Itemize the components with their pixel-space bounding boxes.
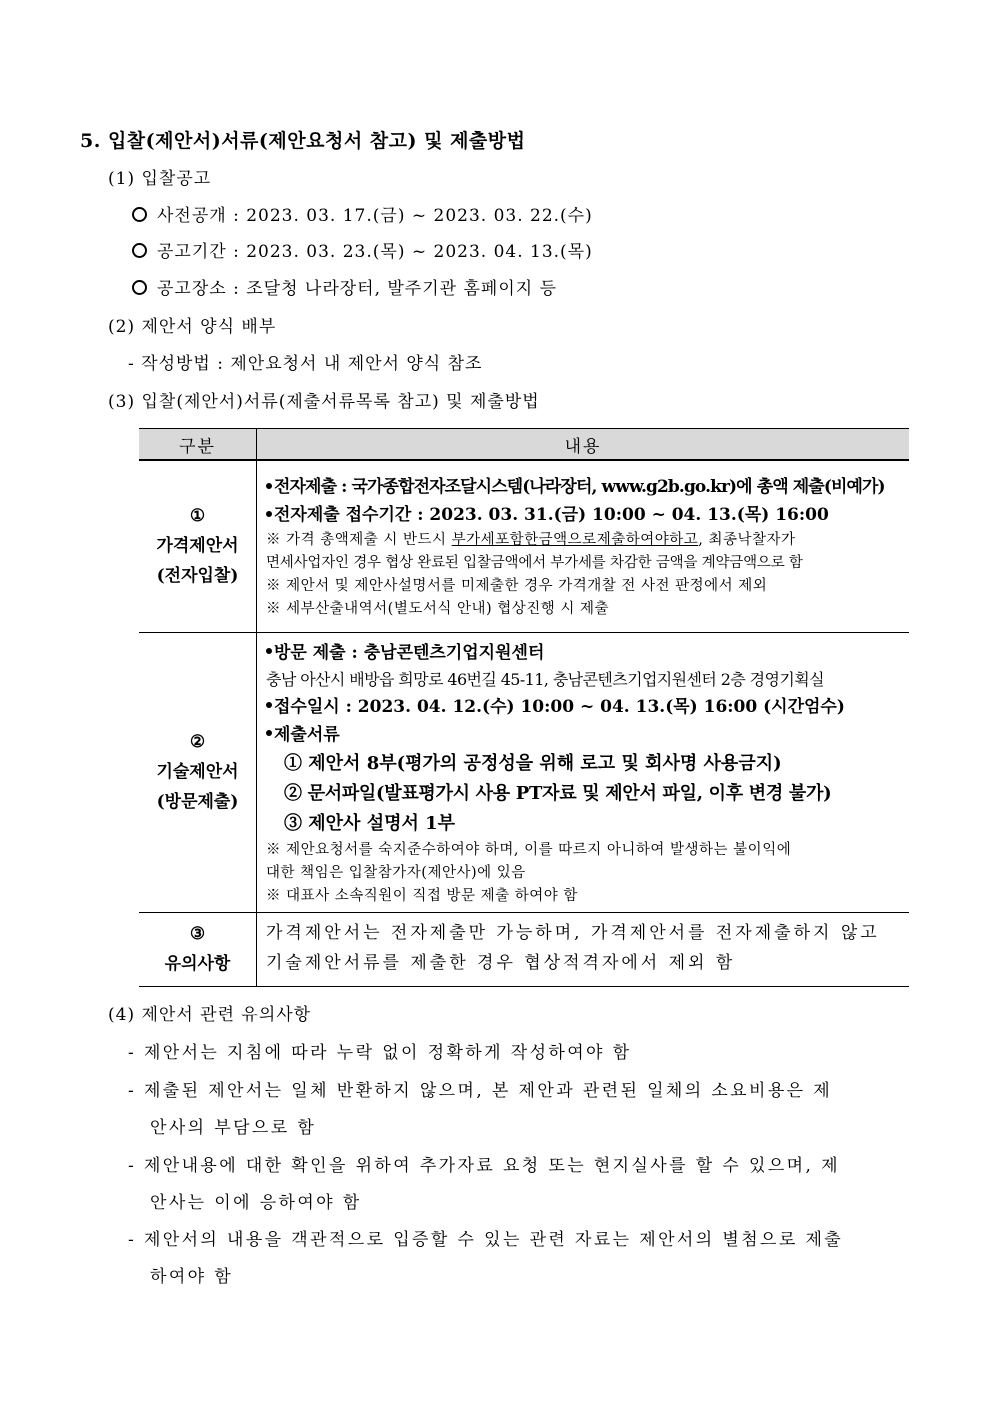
notice-item-period <box>132 237 593 262</box>
subsection-2-item: - 작성방법 : 제안요청서 내 제안서 양식 참조 <box>128 354 483 374</box>
row-type: (전자입찰) <box>156 566 239 587</box>
note-line: 대한 책임은 입찰참가자(제안사)에 있음 <box>266 864 526 881</box>
note-line: ※ 세부산출내역서(별도서식 안내) 협상진행 시 제출 <box>266 601 609 618</box>
subsection-4-label: (4) 제안서 관련 유의사항 <box>108 1005 312 1025</box>
bullet-line <box>266 501 901 529</box>
guideline-line: 안사의 부담으로 함 <box>150 1118 317 1138</box>
row-number: ② <box>189 732 206 752</box>
section-title: 5. 입찰(제안서)서류(제안요청서 참고) 및 제출방법 <box>80 130 526 152</box>
guideline-line: - 제출된 제안서는 일체 반환하지 않으며, 본 제안과 관련된 일체의 소요비용은 제 <box>128 1081 833 1101</box>
note-line <box>266 529 901 552</box>
row-name: 기술제안서 <box>156 762 239 782</box>
notice-item-text: 사전공개 : 2023. 03. 17.(금) ~ 2023. 03. 22.(수) <box>157 206 593 226</box>
notice-item-text: 공고기간 : 2023. 03. 23.(목) ~ 2023. 04. 13.(목) <box>157 242 593 262</box>
note-text: , 최종낙찰자가 <box>698 532 796 549</box>
table-row <box>139 912 909 986</box>
note-underlined-text: 부가세포함한금액으로제출하여야하고 <box>451 532 699 549</box>
dot-bullet-icon <box>266 511 272 517</box>
document-list-item: ① 제안서 8부(평가의 공정성을 위해 로고 및 회사명 사용금지) <box>284 752 782 774</box>
row-category-price <box>139 460 257 632</box>
submission-table <box>139 428 909 987</box>
guideline-line: - 제안서는 지침에 따라 누락 없이 정확하게 작성하여야 함 <box>128 1043 632 1063</box>
bullet-text: 제출서류 <box>274 724 340 745</box>
dot-bullet-icon <box>266 483 272 489</box>
document-list-item: ③ 제안사 설명서 1부 <box>284 812 456 834</box>
dot-bullet-icon <box>266 702 272 708</box>
note-line: ※ 제안서 및 제안사설명서를 미제출한 경우 가격개찰 전 사전 판정에서 제외 <box>266 578 768 595</box>
note-text: ※ 가격 총액제출 시 반드시 <box>266 532 452 549</box>
circle-bullet-icon <box>132 243 147 258</box>
guideline-line: 안사는 이에 응하여야 함 <box>150 1193 362 1213</box>
table-row <box>139 460 909 632</box>
bullet-text: 전자제출 접수기간 : 2023. 03. 31.(금) 10:00 ~ 04. 13.(목) 16:00 <box>274 505 829 526</box>
row-name: 가격제안서 <box>156 536 239 557</box>
guideline-line: - 제안내용에 대한 확인을 위하여 추가자료 요청 또는 현지실사를 할 수 있으며, 제 <box>128 1156 840 1176</box>
row-number: ③ <box>189 924 206 944</box>
note-line: ※ 제안요청서를 숙지준수하여야 하며, 이를 따르지 아니하여 발생하는 불이익에 <box>266 841 792 858</box>
notice-item-preview <box>132 201 593 226</box>
row-content-caution <box>257 912 910 986</box>
table-row <box>139 632 909 912</box>
subsection-1-label: (1) 입찰공고 <box>108 169 212 189</box>
subsection-2-label: (2) 제안서 양식 배부 <box>108 317 277 337</box>
note-line: 면세사업자인 경우 협상 완료된 입찰금액에서 부가세를 차감한 금액을 계약금액으로 함 <box>266 555 803 572</box>
row-number: ① <box>189 506 206 527</box>
table-header-row <box>139 429 909 461</box>
header-category: 구분 <box>139 429 257 461</box>
guideline-line: - 제안서의 내용을 객관적으로 입증할 수 있는 관련 자료는 제안서의 별첨으로 제출 <box>128 1230 844 1250</box>
bullet-line <box>266 473 901 501</box>
note-line: ※ 대표사 소속직원이 직접 방문 제출 하여야 함 <box>266 887 578 904</box>
bullet-text: 방문 제출 : 충남콘텐츠기업지원센터 <box>274 642 545 663</box>
row-name: 유의사항 <box>164 954 231 974</box>
row-content-price <box>257 460 910 632</box>
caution-line: 기술제안서류를 제출한 경우 협상적격자에서 제외 함 <box>266 953 736 973</box>
circle-bullet-icon <box>132 207 147 222</box>
notice-item-text: 공고장소 : 조달청 나라장터, 발주기관 홈페이지 등 <box>157 279 557 299</box>
circle-bullet-icon <box>132 280 147 295</box>
bullet-text: 접수일시 : 2023. 04. 12.(수) 10:00 ~ 04. 13.(목) 16:00 (시간엄수) <box>274 696 845 717</box>
row-content-technical <box>257 632 910 912</box>
notice-item-place <box>132 274 557 299</box>
bullet-line <box>266 693 901 721</box>
subsection-3-label: (3) 입찰(제안서)서류(제출서류목록 참고) 및 제출방법 <box>108 392 540 412</box>
document-list-item: ② 문서파일(발표평가시 사용 PT자료 및 제안서 파일, 이후 변경 불가) <box>284 782 832 804</box>
bullet-line <box>266 639 901 667</box>
caution-line: 가격제안서는 전자제출만 가능하며, 가격제안서를 전자제출하지 않고 <box>266 923 880 943</box>
bullet-line <box>266 721 901 749</box>
dot-bullet-icon <box>266 730 272 736</box>
row-category-caution <box>139 912 257 986</box>
row-type: (방문제출) <box>156 792 239 812</box>
guideline-line: 하여야 함 <box>150 1267 234 1287</box>
row-category-technical <box>139 632 257 912</box>
header-content: 내용 <box>257 429 910 461</box>
address-line: 충남 아산시 배방읍 희망로 46번길 45-11, 충남콘텐츠기업지원센터 2층 경영기획실 <box>266 669 824 689</box>
dot-bullet-icon <box>266 648 272 654</box>
bullet-text: 전자제출 : 국가종합전자조달시스템(나라장터, www.g2b.go.kr)에 총액 제출(비예가) <box>274 477 885 498</box>
